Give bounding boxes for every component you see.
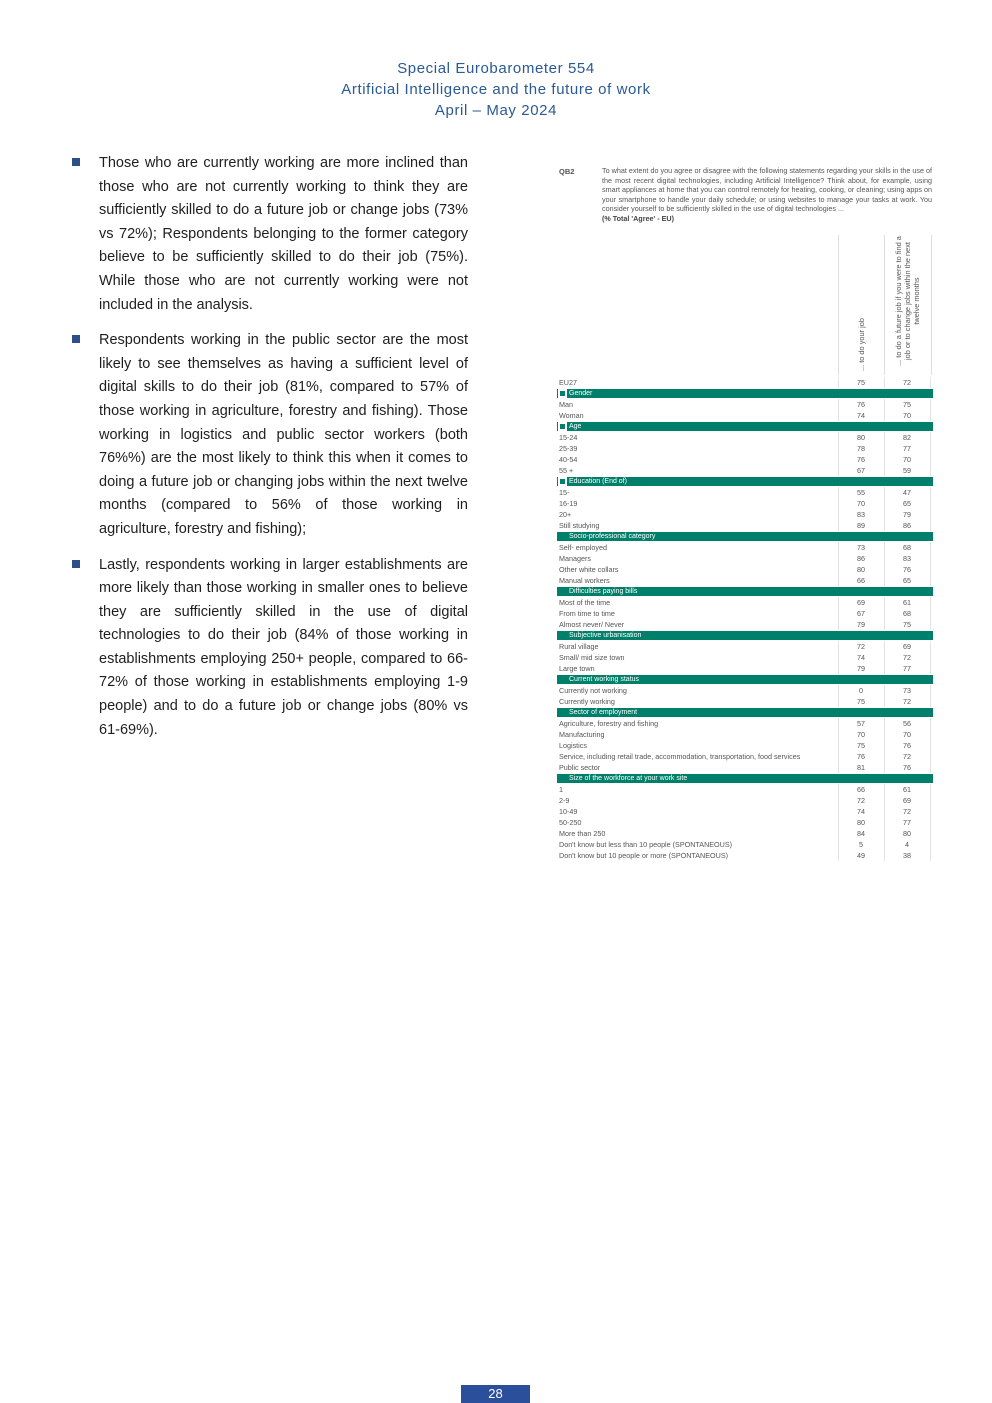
section-header <box>557 389 933 398</box>
row-value: 65 <box>903 499 911 508</box>
section-title: Sector of employment <box>569 709 638 716</box>
table-row <box>557 410 933 421</box>
bullet-list <box>70 152 468 754</box>
row-value: 0 <box>859 686 863 695</box>
row-value: 69 <box>903 642 911 651</box>
table-row <box>557 740 933 751</box>
table-row <box>557 784 933 795</box>
section-header <box>557 587 933 596</box>
row-label: Woman <box>559 411 584 420</box>
section-header <box>557 631 933 640</box>
row-value: 65 <box>903 576 911 585</box>
row-value: 86 <box>903 521 911 530</box>
row-value: 74 <box>857 653 865 662</box>
calendar-icon <box>558 422 567 431</box>
row-value: 72 <box>857 642 865 651</box>
table-sections <box>557 389 933 861</box>
question-subtitle: (% Total 'Agree' - EU) <box>602 213 674 223</box>
row-value: 83 <box>857 510 865 519</box>
row-value: 69 <box>903 796 911 805</box>
row-value: 72 <box>903 807 911 816</box>
table-row <box>557 839 933 850</box>
table-row <box>557 465 933 476</box>
bullet-text: Respondents working in the public sector are the most likely to see themselves as having a sufficient level of digital skills to do their job (81%, compared to 57% of those working in agriculture, forestry and fishing). Those working in logistics and public sector workers (both 76%%) are the most likely to think this when it comes to doing a future job or changing jobs within the next twelve months (compared to 56% of those working in agriculture, forestry and fishing); <box>99 332 468 537</box>
table-row <box>557 487 933 498</box>
bullet-square-icon <box>72 158 80 166</box>
table-row <box>557 729 933 740</box>
row-value: 59 <box>903 466 911 475</box>
row-label: Small/ mid size town <box>559 653 625 662</box>
row-value: 74 <box>857 807 865 816</box>
row-label: Agriculture, forestry and fishing <box>559 719 659 728</box>
section-header <box>557 477 933 486</box>
column-header-future-job <box>884 235 932 375</box>
table-row <box>557 553 933 564</box>
row-label: 25-39 <box>559 444 578 453</box>
row-value: 72 <box>857 796 865 805</box>
section-header <box>557 422 933 431</box>
section-title: Size of the workforce at your work site <box>569 775 688 782</box>
row-value: 76 <box>903 763 911 772</box>
row-label: Currently not working <box>559 686 627 695</box>
table-row <box>557 509 933 520</box>
row-value: 68 <box>903 609 911 618</box>
section-title: Age <box>569 423 582 430</box>
question-text <box>602 166 932 224</box>
row-value: 76 <box>857 455 865 464</box>
section-title: Difficulties paying bills <box>569 588 638 595</box>
table-row <box>557 520 933 531</box>
row-value: 77 <box>903 818 911 827</box>
column-headers <box>557 235 933 377</box>
table-row <box>557 575 933 586</box>
row-label: 55 + <box>559 466 574 475</box>
report-subtitle: Artificial Intelligence and the future of work <box>341 81 651 98</box>
row-value: 72 <box>903 752 911 761</box>
table-row <box>557 443 933 454</box>
row-value: 38 <box>903 851 911 860</box>
row-label: Rural village <box>559 642 599 651</box>
table-row <box>557 718 933 729</box>
row-value: 73 <box>857 543 865 552</box>
row-value: 76 <box>903 741 911 750</box>
row-label: Almost never/ Never <box>559 620 625 629</box>
row-value: 70 <box>857 730 865 739</box>
question-body: To what extent do you agree or disagree with the following statements regarding your skills in the use of the most recent digital technologies, including Artificial Intelligence? Think about, for example, using smart appliances at home that you can control remotely for heating, cooking, or cleaning; using apps on your smartphone to handle your daily schedule; or using websites to manage your tasks at work. You consider yourself to be sufficiently skilled in the use of digital technologies ... <box>602 166 932 214</box>
section-header <box>557 532 933 541</box>
row-label: Other white collars <box>559 565 619 574</box>
row-value: 81 <box>857 763 865 772</box>
row-value: 77 <box>903 444 911 453</box>
row-value: 70 <box>857 499 865 508</box>
row-label: Manual workers <box>559 576 610 585</box>
row-label: 15-24 <box>559 433 578 442</box>
row-value: 55 <box>857 488 865 497</box>
row-value: 79 <box>857 620 865 629</box>
table-row <box>557 432 933 443</box>
row-label: 20+ <box>559 510 572 519</box>
row-value: 75 <box>903 400 911 409</box>
row-value: 73 <box>903 686 911 695</box>
row-value: 83 <box>903 554 911 563</box>
table-row <box>557 663 933 674</box>
row-value: 84 <box>857 829 865 838</box>
table-row <box>557 564 933 575</box>
row-value: 72 <box>903 653 911 662</box>
row-value: 75 <box>857 697 865 706</box>
bullet-item <box>70 554 468 743</box>
row-value: 67 <box>857 609 865 618</box>
section-header <box>557 774 933 783</box>
row-label: Don't know but less than 10 people (SPONTANEOUS) <box>559 840 733 849</box>
row-value: 80 <box>857 433 865 442</box>
row-value: 86 <box>857 554 865 563</box>
table-row <box>557 597 933 608</box>
row-label: From time to time <box>559 609 615 618</box>
bullet-square-icon <box>72 335 80 343</box>
row-value: 5 <box>859 840 863 849</box>
gender-icon <box>558 389 567 398</box>
row-label: 16-19 <box>559 499 578 508</box>
row-label: 2-9 <box>559 796 570 805</box>
row-value: 76 <box>857 400 865 409</box>
row-value: 80 <box>857 565 865 574</box>
results-table <box>557 163 933 861</box>
row-label: 15- <box>559 488 570 497</box>
column-label: ... to do a future job if you were to find a job or to change jobs within the next twelve months <box>894 236 921 366</box>
row-value: 72 <box>903 697 911 706</box>
table-row <box>557 377 933 388</box>
row-value: 67 <box>857 466 865 475</box>
row-value: 70 <box>903 455 911 464</box>
column-header-current-job <box>838 235 885 375</box>
bullet-item <box>70 329 468 541</box>
table-row <box>557 542 933 553</box>
row-label: 1 <box>559 785 563 794</box>
row-label: Still studying <box>559 521 600 530</box>
row-label: EU27 <box>559 378 577 387</box>
section-title: Education (End of) <box>569 478 627 485</box>
row-value: 47 <box>903 488 911 497</box>
row-value: 76 <box>903 565 911 574</box>
row-label: Service, including retail trade, accommodation, transportation, food services <box>559 752 801 761</box>
row-label: 10-49 <box>559 807 578 816</box>
row-value: 57 <box>857 719 865 728</box>
row-value: 68 <box>903 543 911 552</box>
report-title: Special Eurobarometer 554 <box>397 60 595 77</box>
table-row <box>557 828 933 839</box>
table-row <box>557 399 933 410</box>
row-value: 75 <box>903 620 911 629</box>
row-value: 82 <box>903 433 911 442</box>
row-label: Public sector <box>559 763 601 772</box>
bullet-item <box>70 152 468 317</box>
row-value: 66 <box>857 785 865 794</box>
row-label: Manufacturing <box>559 730 605 739</box>
row-label: 40-54 <box>559 455 578 464</box>
row-label: Large town <box>559 664 595 673</box>
row-value: 70 <box>903 730 911 739</box>
section-title: Gender <box>569 390 593 397</box>
row-value: 76 <box>857 752 865 761</box>
table-row <box>557 619 933 630</box>
table-row <box>557 806 933 817</box>
table-row <box>557 751 933 762</box>
page-header <box>0 58 992 121</box>
section-header <box>557 708 933 717</box>
row-value: 80 <box>857 818 865 827</box>
row-label: Logistics <box>559 741 587 750</box>
section-title: Socio-professional category <box>569 533 656 540</box>
table-row <box>557 608 933 619</box>
row-value: 74 <box>857 411 865 420</box>
table-row <box>557 817 933 828</box>
row-value: 89 <box>857 521 865 530</box>
row-label: Self- employed <box>559 543 607 552</box>
row-value: 61 <box>903 598 911 607</box>
page-number: 28 <box>461 1385 530 1403</box>
graduation-icon <box>558 477 567 486</box>
row-label: Don't know but 10 people or more (SPONTANEOUS) <box>559 851 729 860</box>
row-value: 70 <box>903 411 911 420</box>
row-label: Man <box>559 400 573 409</box>
row-value: 72 <box>903 378 911 387</box>
bullet-text: Lastly, respondents working in larger establishments are more likely than those working in smaller ones to believe they are sufficiently skilled in the use of digital technologies to do their job (84% of those working in establishments employing 250+ people, compared to 66-72% of those working in establishments employing 1-9 people) and to do a future job or change jobs (80% vs 61-69%). <box>99 556 468 738</box>
table-row <box>557 762 933 773</box>
table-row <box>557 850 933 861</box>
row-value: 78 <box>857 444 865 453</box>
row-label: 50-250 <box>559 818 582 827</box>
table-row <box>557 454 933 465</box>
section-title: Subjective urbanisation <box>569 632 642 639</box>
bullet-square-icon <box>72 560 80 568</box>
row-value: 61 <box>903 785 911 794</box>
column-label: ... to do your job <box>857 318 866 371</box>
section-header <box>557 675 933 684</box>
row-label: Currently working <box>559 697 615 706</box>
row-label: More than 250 <box>559 829 606 838</box>
row-label: Managers <box>559 554 591 563</box>
row-value: 69 <box>857 598 865 607</box>
question-header <box>557 163 933 235</box>
row-value: 80 <box>903 829 911 838</box>
row-value: 79 <box>857 664 865 673</box>
table-row <box>557 498 933 509</box>
table-row <box>557 652 933 663</box>
row-value: 77 <box>903 664 911 673</box>
row-value: 75 <box>857 378 865 387</box>
row-value: 56 <box>903 719 911 728</box>
bullet-text: Those who are currently working are more inclined than those who are not currently working to think they are sufficiently skilled to do a future job or change jobs (73% vs 72%); Respondents belonging to the former category believe to be sufficiently skilled to do their job (75%). While those who are not currently working were not included in the analysis. <box>99 155 468 313</box>
row-value: 79 <box>903 510 911 519</box>
row-label: Most of the time <box>559 598 611 607</box>
report-date: April – May 2024 <box>434 102 558 119</box>
table-row <box>557 685 933 696</box>
row-value: 4 <box>905 840 909 849</box>
question-code: QB2 <box>559 167 575 176</box>
table-row <box>557 641 933 652</box>
table-row <box>557 696 933 707</box>
section-title: Current working status <box>569 676 640 683</box>
table-row <box>557 795 933 806</box>
row-value: 49 <box>857 851 865 860</box>
row-value: 66 <box>857 576 865 585</box>
row-value: 75 <box>857 741 865 750</box>
